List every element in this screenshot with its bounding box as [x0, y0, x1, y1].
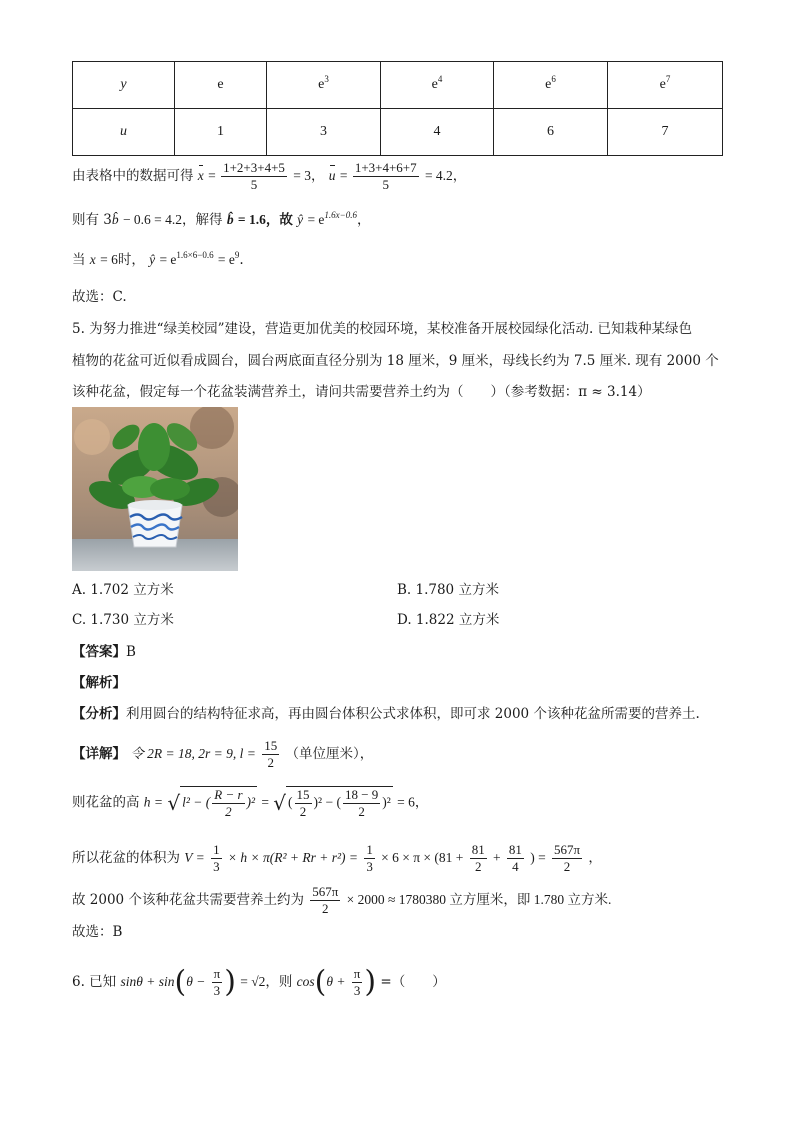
- option-a: A. 1.702 立方米: [72, 582, 174, 598]
- fraction: $\frac{1+3+4+6+7}{5}$: [354, 160, 417, 192]
- option-c: C. 1.730 立方米: [72, 612, 174, 628]
- fraction: $\frac{1+2+3+4+5}{5}$: [223, 160, 285, 192]
- solve-line: 则有 3b̂ − 0.6 = 4.2，解得 b̂ = 1.6，故 ŷ = $e^{1.6x-0.6}$，: [72, 210, 371, 228]
- answer-line: 【答案】B: [72, 644, 136, 660]
- row-label: y: [73, 62, 175, 109]
- table-cell: e: [175, 62, 267, 109]
- analysis-heading: 【解析】: [72, 675, 126, 691]
- row-label: u: [73, 109, 175, 156]
- choice-line: 故选：B: [72, 924, 123, 940]
- table-cell: 6: [494, 109, 608, 156]
- table-row: [73, 62, 723, 109]
- question-5-line: 植物的花盆可近似看成圆台，圆台两底面直径分别为 18 厘米，9 厘米，母线长约为 7.5 厘米. 现有 2000 个: [72, 353, 719, 369]
- evaluate-line: 当 x = 6时， ŷ = $e^{1.6\times 6-0.6} = e^9$.: [72, 250, 244, 268]
- table-cell: $e^4$: [381, 62, 494, 109]
- analysis-line: 【分析】利用圆台的结构特征求高，再由圆台体积公式求体积，即可求 2000 个该种花盆所需要的营养土.: [72, 706, 700, 722]
- height-line: 则花盆的高 h = √ l² − ( $\frac{R - r}{2}$ )² = √ ( $\frac{15}{2}$ )² − ( $\frac{18 - 9}{2}$ )² = 6，: [72, 787, 429, 819]
- option-b: B. 1.780 立方米: [397, 582, 499, 598]
- table-cell: 4: [381, 109, 494, 156]
- table-cell: $e^3$: [267, 62, 381, 109]
- question-5-line: 5. 为努力推进“绿美校园”建设，营造更加优美的校园环境，某校准备开展校园绿化活动. 已知栽种某绿色: [72, 321, 693, 337]
- potted-plant-image: [72, 407, 238, 571]
- choice-line: 故选：C.: [72, 289, 127, 305]
- detail-line: 【详解】 令 2R = 18, 2r = 9, l = $\frac{15}{2}$ （单位厘米），: [72, 738, 374, 770]
- table-cell: 7: [608, 109, 723, 156]
- total-line: 故 2000 个该种花盆共需要营养土约为 $\frac{567\pi}{2}$ × 2000 ≈ 1780380 立方厘米，即 1.780 立方米.: [72, 884, 612, 916]
- table-cell: 1: [175, 109, 267, 156]
- mean-line: 由表格中的数据可得 x = $\frac{1+2+3+4+5}{5}$ = 3， u = $\frac{1+3+4+6+7}{5}$ = 4.2，: [72, 160, 467, 192]
- option-d: D. 1.822 立方米: [397, 612, 500, 628]
- volume-line: 所以花盆的体积为 V = $\frac{1}{3}$ × h × π(R² + Rr + r²) = $\frac{1}{3}$ × 6 × π × (81 + $\frac{81}{2}$ + $\frac{81}{4}$ ) = $\frac{567\pi}{2}$ ，: [72, 842, 602, 874]
- question-5-line: 该种花盆，假定每一个花盆装满营养土，请问共需要营养土约为（ ）（参考数据：π ≈ 3.14）: [72, 384, 651, 400]
- table-cell: 3: [267, 109, 381, 156]
- table-row: [73, 109, 723, 156]
- data-table: [72, 61, 723, 156]
- table-cell: $e^7$: [608, 62, 723, 109]
- question-6-line: 6. 已知 sinθ + sin(θ − $\frac{\pi}{3}$ ) = √2，则 cos(θ + $\frac{\pi}{3}$ ) =（ ）: [72, 964, 446, 1000]
- table-cell: $e^6$: [494, 62, 608, 109]
